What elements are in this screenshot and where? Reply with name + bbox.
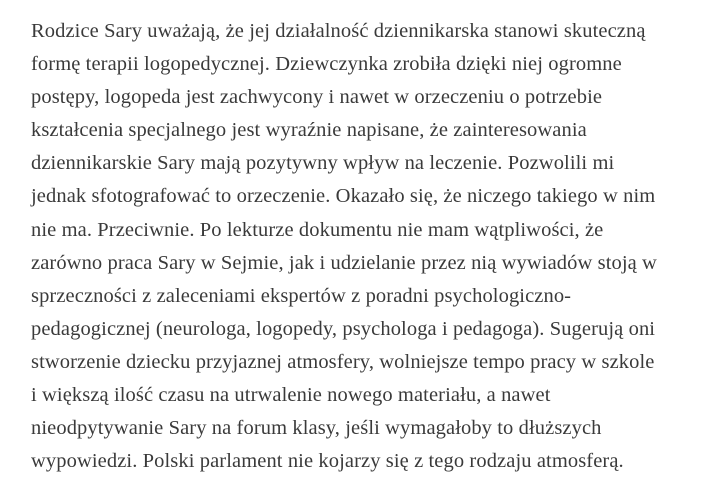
paragraph-line: nieodpytywanie Sary na forum klasy, jeśli wymagałoby to dłuższych (31, 417, 602, 440)
paragraph-line: dziennikarskie Sary mają pozytywny wpływ na leczenie. Pozwolili mi (31, 152, 615, 175)
paragraph-line: nie ma. Przeciwnie. Po lekturze dokumentu nie mam wątpliwości, że (31, 218, 604, 241)
paragraph-line: Rodzice Sary uważają, że jej działalność dziennikarska stanowi skuteczną (31, 20, 646, 42)
paragraph-line: kształcenia specjalnego jest wyraźnie napisane, że zainteresowania (31, 119, 587, 142)
paragraph-line: jednak sfotografować to orzeczenie. Okazało się, że niczego takiego w nim (31, 185, 656, 208)
paragraph-line: zarówno praca Sary w Sejmie, jak i udzielanie przez nią wywiadów stoją w (31, 251, 657, 274)
paragraph-line: pedagogicznej (neurologa, logopedy, psychologa i pedagoga). Sugerują oni (31, 317, 656, 340)
paragraph-line: stworzenie dziecku przyjaznej atmosfery, wolniejsze tempo pracy w szkole (31, 350, 655, 373)
paragraph-line: postępy, logopeda jest zachwycony i nawet w orzeczeniu o potrzebie (31, 86, 603, 109)
paragraph-line: i większą ilość czasu na utrwalenie nowego materiału, a nawet (31, 384, 551, 407)
paragraph-line: formę terapii logopedycznej. Dziewczynka zrobiła dzięki niej ogromne (31, 53, 622, 76)
paragraph-line: wypowiedzi. Polski parlament nie kojarzy się z tego rodzaju atmosferą. (31, 450, 624, 473)
paragraph-line: sprzeczności z zaleceniami ekspertów z poradni psychologiczno- (31, 284, 572, 307)
